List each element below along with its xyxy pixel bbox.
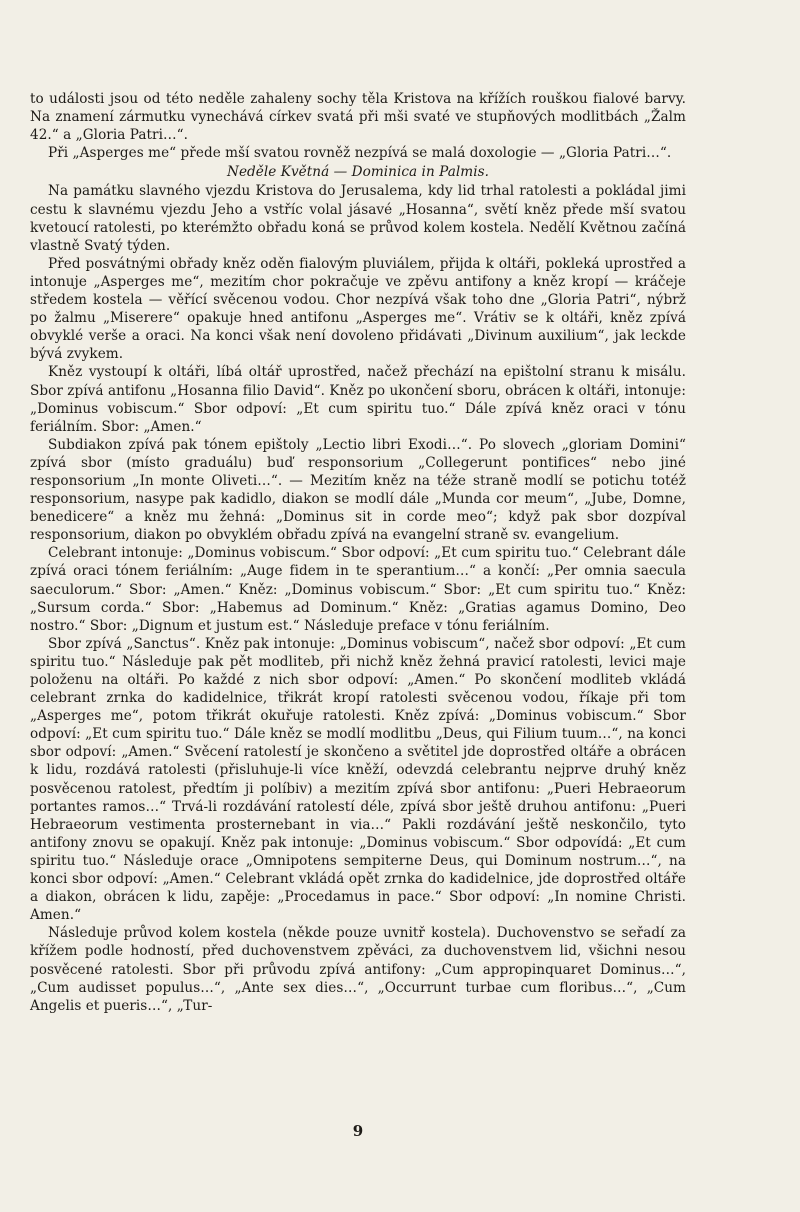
body-text bbox=[30, 90, 686, 1015]
paragraph: Subdiakon zpívá pak tónem epištoly „Lectio libri Exodi…“. Po slovech „gloriam Domini“ zpívá sbor (místo graduálu) buď responsorium „Collegerunt pontifices“ nebo jiné responsorium „In monte Oliveti…“. — Mezitím kněz na téže straně modlí se potichu totéž responsorium, nasype pak kadidlo, diakon se modlí dále „Munda cor meum“, „Jube, Domne, benedicere“ a kněz mu žehná: „Dominus sit in corde meo“; když pak sbor dozpíval responsorium, diakon po obvyklém obřadu zpívá na evangelní straně sv. evangelium. bbox=[30, 436, 686, 544]
page-number: 9 bbox=[352, 1122, 364, 1140]
paragraph: Při „Asperges me“ přede mší svatou rovněž nezpívá se malá doxologie — „Gloria Patri…“. bbox=[48, 145, 672, 162]
paragraph: Na památku slavného vjezdu Kristova do Jerusalema, kdy lid trhal ratolesti a pokládal jimi cestu k slavnému vjezdu Jeho a vstříc volal jásavé „Hosanna“, světí kněz přede mší svatou kvetoucí ratolesti, po kterémžto obřadu koná se průvod kolem kostela. Nedělí Květnou začíná vlastně Svatý týden. bbox=[30, 183, 686, 254]
paragraph: Před posvátnými obřady kněz oděn fialovým pluviálem, přijda k oltáři, pokleká uprostřed a intonuje „Asperges me“, mezitím chor pokračuje ve zpěvu antifony a kněz kropí — kráčeje středem kostela — věřící svěcenou vodou. Chor nezpívá však toho dne „Gloria Patri“, nýbrž po žalmu „Miserere“ opakuje hned antifonu „Asperges me“. Vrátiv se k oltáři, kněz zpívá obvyklé verše a oraci. Na konci však není dovoleno přidávati „Divinum auxilium“, jak leckde bývá zvykem. bbox=[30, 255, 686, 363]
paragraph: Celebrant intonuje: „Dominus vobiscum.“ Sbor odpoví: „Et cum spiritu tuo.“ Celebrant dále zpívá oraci tónem feriálním: „Auge fidem in te sperantium…“ a končí: „Per omnia saecula saeculorum.“ Sbor: „Amen.“ Kněz: „Dominus vobiscum.“ Sbor: „Et cum spiritu tuo.“ Kněz: „Sursum corda.“ Sbor: „Habemus ad Dominum.“ Kněz: „Gratias agamus Domino, Deo nostro.“ Sbor: „Dignum et justum est.“ Následuje preface v tónu feriálním. bbox=[30, 545, 686, 634]
paragraph: Sbor zpívá „Sanctus“. Kněz pak intonuje: „Dominus vobiscum“, načež sbor odpoví: „Et cum spiritu tuo.“ Následuje pak pět modliteb, při nichž kněz žehná pravicí ratolesti, levici maje položenu na oltáři. Po každé z nich sbor odpoví: „Amen.“ Po skončení modliteb vkládá celebrant zrnka do kadidelnice, třikrát kropí ratolesti svěcenou vodou, říkaje při tom „Asperges me“, potom třikrát okuřuje ratolesti. Kněz zpívá: „Dominus vobiscum.“ Sbor odpoví: „Et cum spiritu tuo.“ Dále kněz se modlí modlitbu „Deus, qui Filium tuum…“, na konci sbor odpoví: „Amen.“ Svěcení ratolestí je skončeno a světitel jde doprostřed oltáře a obrácen k lidu, rozdává ratolesti (přisluhuje-li více kněží, odevzdá celebrantu nejprve druhý kněz posvěcenou ratolest, předtím ji políbiv) a mezitím zpívá sbor antifonu: „Pueri Hebraeorum portantes ramos…“ Trvá-li rozdávání ratolestí déle, zpívá sbor ještě druhou antifonu: „Pueri Hebraeorum vestimenta prosternebant in via…“ Pakli rozdávání ještě neskončilo, tyto antifony znovu se opakují. Kněz pak intonuje: „Dominus vobiscum.“ Sbor odpovídá: „Et cum spiritu tuo.“ Následuje orace „Omnipotens sempiterne Deus, qui Dominum nostrum…“, na konci sbor odpoví: „Amen.“ Celebrant vkládá opět zrnka do kadidelnice, jde doprostřed oltáře a diakon, obrácen k lidu, zapěje: „Procedamus in pace.“ Sbor odpoví: „In nomine Christi. Amen.“ bbox=[30, 635, 686, 924]
paragraph: to události jsou od této neděle zahaleny sochy těla Kristova na křížích rouškou fialové barvy. Na znamení zármutku vynechává církev svatá při mši svaté ve stupňových modlitbách „Žalm 42.“ a „Gloria Patri…“. bbox=[30, 91, 686, 144]
paragraph: Následuje průvod kolem kostela (někde pouze uvnitř kostela). Duchovenstvo se seřadí za křížem podle hodností, před duchovenstvem zpěváci, za duchovenstvem lid, všichni nesou posvěcené ratolesti. Sbor při průvodu zpívá antifony: „Cum appropinquaret Dominus…“, „Cum audisset populus…“, „Ante sex dies…“, „Occurrunt turbae cum floribus…“, „Cum Angelis et pueris…“, „Tur- bbox=[30, 925, 686, 1014]
section-heading: Neděle Květná — Dominica in Palmis. bbox=[227, 164, 489, 181]
paragraph: Kněz vystoupí k oltáři, líbá oltář uprostřed, načež přechází na epištolní stranu k misálu. Sbor zpívá antifonu „Hosanna filio David“. Kněz po ukončení sboru, obrácen k oltáři, intonuje: „Dominus vobiscum.“ Sbor odpoví: „Et cum spiritu tuo.“ Dále zpívá kněz oraci v tónu feriálním. Sbor: „Amen.“ bbox=[30, 364, 686, 435]
